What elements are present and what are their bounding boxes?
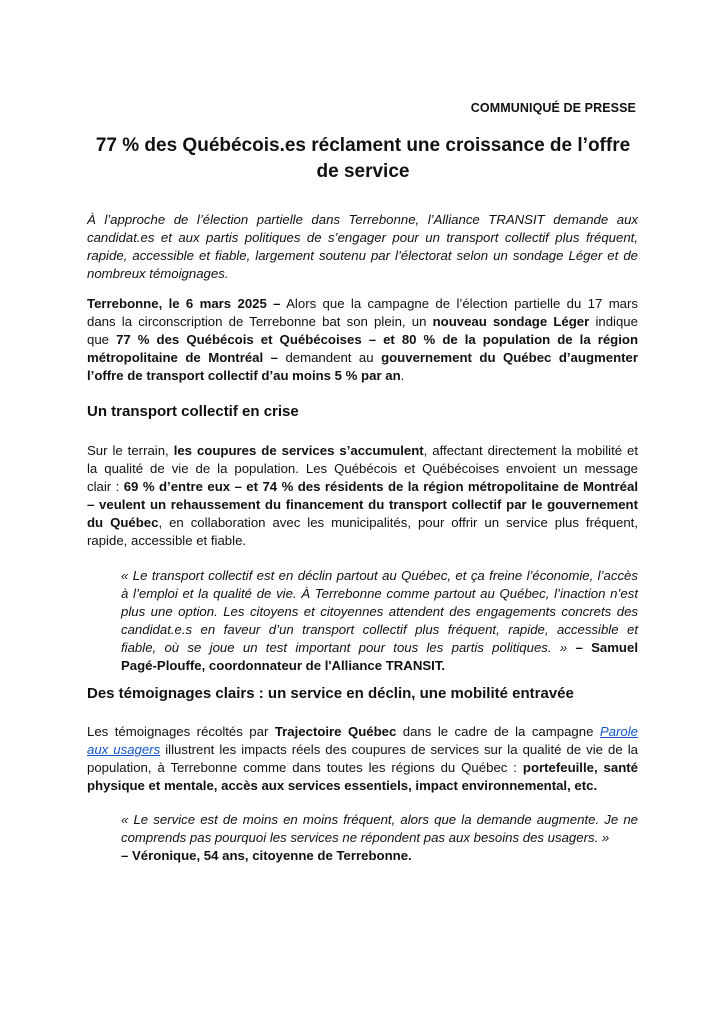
testimonials-bold: portefeuille, santé <box>522 760 639 775</box>
testimonials-text: dans le cadre de la campagne <box>396 724 600 739</box>
crisis-bold: les coupures de services s’accumulent <box>173 443 424 458</box>
crisis-paragraph <box>87 442 638 550</box>
testimonials-line <box>87 741 638 759</box>
lead-line: rapide, accessible et fiable, largement soutenu par l’électorat selon un sondage Léger et de <box>87 248 638 263</box>
testimonials-line <box>87 723 638 741</box>
intro-text: dans la circonscription de Terrebonne bat son plein, un <box>87 314 433 329</box>
testimonials-bold: physique et mentale, accès aux services essentiels, impact environnemental, etc. <box>87 778 598 793</box>
crisis-text: , affectant directement la mobilité et <box>423 443 639 458</box>
intro-text: demandent au <box>277 350 382 365</box>
crisis-line <box>87 478 638 496</box>
intro-bold: l’offre de transport collectif d’au moins 5 % par an <box>87 368 401 383</box>
crisis-line <box>87 496 638 514</box>
intro-text: indique <box>589 314 638 329</box>
testimonials-bold: Trajectoire Québec <box>274 724 397 739</box>
quote-alliance-transit <box>121 567 638 675</box>
quote-line: « Le service est de moins en moins fréquent, alors que la demande augmente. Je ne <box>121 812 638 827</box>
intro-line <box>87 349 638 367</box>
quote-attribution: – Samuel <box>567 640 638 655</box>
quote-veronique <box>121 811 638 865</box>
intro-line <box>87 331 638 349</box>
intro-text: Alors que la campagne de l’élection partielle du 17 mars <box>280 296 638 311</box>
title-line-2: de service <box>316 161 410 182</box>
lead-line: À l’approche de l’élection partielle dans Terrebonne, l’Alliance TRANSIT demande aux <box>87 212 638 227</box>
quote-line: « Le transport collectif est en déclin partout au Québec, et ça freine l’économie, l’accès <box>121 568 638 583</box>
crisis-text: Sur le terrain, <box>87 443 174 458</box>
quote-line: à l’emploi et la qualité de vie. À Terrebonne comme partout au Québec, l’inaction n’est <box>121 586 638 601</box>
testimonials-text: population, à Terrebonne comme dans toutes les régions du Québec : <box>87 760 523 775</box>
crisis-bold: du Québec <box>87 515 159 530</box>
testimonials-line <box>87 759 638 777</box>
quote-line <box>121 639 638 657</box>
intro-paragraph <box>87 295 638 385</box>
section-heading-testimonials: Des témoignages clairs : un service en déclin, une mobilité entravée <box>87 685 574 702</box>
crisis-line: la qualité de vie de la population. Les Québécois et Québécoises envoient un message <box>87 461 638 476</box>
testimonials-text: illustrent les impacts réels des coupures de services sur la qualité de vie de la <box>160 742 638 757</box>
intro-bold: nouveau sondage Léger <box>432 314 590 329</box>
quote-line <box>121 657 638 675</box>
intro-bold: gouvernement du Québec d’augmenter <box>381 350 638 365</box>
title-line-1: 77 % des Québécois.es réclament une croissance de l’offre <box>95 135 631 156</box>
intro-line <box>87 313 638 331</box>
intro-line <box>87 295 638 313</box>
parole-aux-usagers-link[interactable]: Parole <box>599 724 638 739</box>
crisis-line <box>87 442 638 460</box>
lead-paragraph <box>87 211 638 283</box>
quote-line: comprends pas pourquoi les services ne répondent pas aux besoins des usagers. » <box>121 830 610 845</box>
quote-attribution: – Véronique, 54 ans, citoyenne de Terrebonne. <box>121 848 412 863</box>
crisis-line <box>87 514 638 532</box>
lead-line: nombreux témoignages. <box>87 266 229 281</box>
quote-line <box>121 847 638 865</box>
crisis-line: rapide, accessible et fiable. <box>87 533 247 548</box>
document-type-label: COMMUNIQUÉ DE PRESSE <box>470 101 636 115</box>
intro-line <box>87 367 638 385</box>
quote-line: plus une option. Les citoyens et citoyennes attendent des engagements concrets des <box>121 604 638 619</box>
intro-text: . <box>400 368 405 383</box>
quote-line: candidat.e.s en faveur d’un transport collectif plus fréquent, rapide, accessible et <box>121 622 638 637</box>
quote-attribution: Pagé-Plouffe, coordonnateur de l'Alliance TRANSIT. <box>121 658 446 673</box>
crisis-bold: – veulent un rehaussement du financement du transport collectif par le gouvernement <box>87 497 638 512</box>
dateline: Terrebonne, le 6 mars 2025 – <box>87 296 281 311</box>
quote-text: fiable, où se joue un test important pour tous les partis politiques. » <box>121 640 568 655</box>
crisis-bold: 69 % d’entre eux – et 74 % des résidents de la région métropolitaine de Montréal <box>123 479 638 494</box>
intro-bold: 77 % des Québécois et Québécoises – et 80 % de la population de la région <box>116 332 639 347</box>
crisis-text: clair : <box>87 479 124 494</box>
testimonials-paragraph <box>87 723 638 795</box>
parole-aux-usagers-link[interactable]: aux usagers <box>87 742 161 757</box>
crisis-text: , en collaboration avec les municipalités, pour offrir un service plus fréquent, <box>158 515 638 530</box>
intro-text: que <box>87 332 117 347</box>
lead-line: candidat.es et aux partis politiques de s’engager pour un transport collectif plus fréquent, <box>87 230 638 245</box>
intro-bold: métropolitaine de Montréal – <box>87 350 278 365</box>
testimonials-line <box>87 777 638 795</box>
page-title <box>80 133 646 185</box>
section-heading-crisis: Un transport collectif en crise <box>87 403 299 420</box>
testimonials-text: Les témoignages récoltés par <box>87 724 275 739</box>
